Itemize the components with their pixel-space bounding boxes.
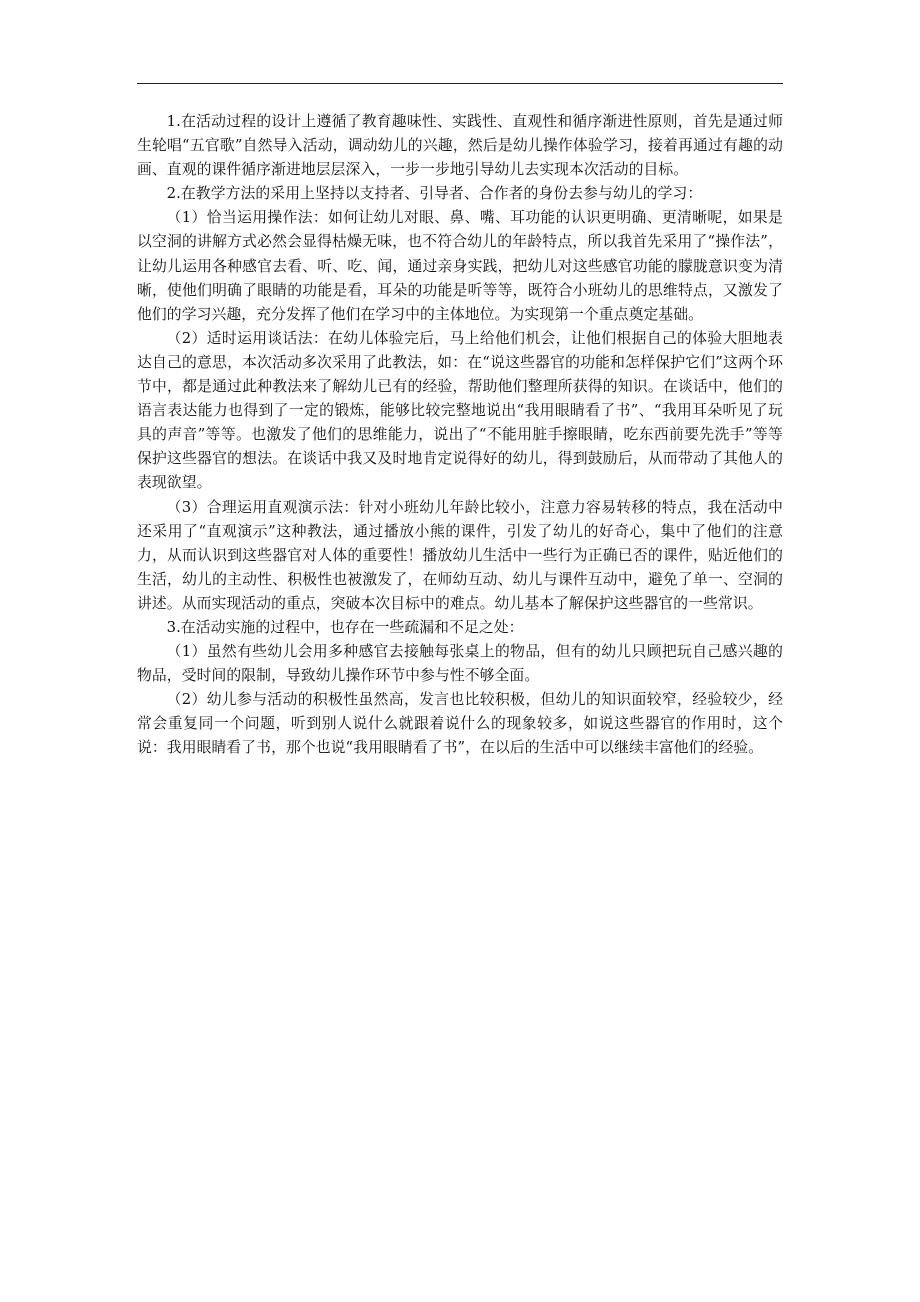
paragraph-2: 2.在教学方法的采用上坚持以支持者、引导者、合作者的身份去参与幼儿的学习：: [166, 185, 703, 203]
paragraph-5: （3）合理运用直观演示法：针对小班幼儿年龄比较小，注意力容易转移的特点，我在活动中还采用了“直观演示”这种教法，通过播放小熊的课件，引发了幼儿的好奇心，集中了他们的注意力，从而认识到这些器官对人体的重要性！播放幼儿生活中一些行为正确已否的课件，贴近他们的生活，幼儿的主动性、积极性也被激发了，在师幼互动、幼儿与课件互动中，避免了单一、空洞的讲述。从而实现活动的重点，突破本次目标中的难点。幼儿基本了解保护这些器官的一些常识。: [137, 498, 783, 612]
paragraph-1: 1.在活动过程的设计上遵循了教育趣味性、实践性、直观性和循序渐进性原则，首先是通过师生轮唱“五官歌”自然导入活动，调动幼儿的兴趣，然后是幼儿操作体验学习，接着再通过有趣的动画、直观的课件循序渐进地层层深入，一步一步地引导幼儿去实现本次活动的目标。: [137, 113, 783, 179]
paragraph-7: （1）虽然有些幼儿会用多种感官去接触每张桌上的物品，但有的幼儿只顾把玩自己感兴趣的物品，受时间的限制，导致幼儿操作环节中参与性不够全面。: [137, 643, 783, 685]
paragraph-8: （2）幼儿参与活动的积极性虽然高，发言也比较积极，但幼儿的知识面较窄，经验较少，经常会重复同一个问题，听到别人说什么就跟着说什么的现象较多，如说这些器官的作用时，这个说：我用眼睛看了书，那个也说“我用眼睛看了书”，在以后的生活中可以继续丰富他们的经验。: [137, 691, 783, 757]
document-body: [137, 110, 783, 761]
paragraph-6: 3.在活动实施的过程中，也存在一些疏漏和不足之处：: [166, 618, 524, 636]
paragraph-3: （1）恰当运用操作法：如何让幼儿对眼、鼻、嘴、耳功能的认识更明确、更清晰呢，如果是以空洞的讲解方式必然会显得枯燥无味，也不符合幼儿的年龄特点，所以我首先采用了“操作法”，让幼儿运用各种感官去看、听、吃、闻，通过亲身实践，把幼儿对这些感官功能的朦胧意识变为清晰，使他们明确了眼睛的功能是看，耳朵的功能是听等等，既符合小班幼儿的思维特点，又激发了他们的学习兴趣，充分发挥了他们在学习中的主体地位。为实现第一个重点奠定基础。: [137, 209, 783, 323]
header-rule: [137, 83, 783, 84]
paragraph-4: （2）适时运用谈话法：在幼儿体验完后，马上给他们机会，让他们根据自己的体验大胆地表达自己的意思，本次活动多次采用了此教法，如：在“说这些器官的功能和怎样保护它们”这两个环节中，都是通过此种教法来了解幼儿已有的经验，帮助他们整理所获得的知识。在谈话中，他们的语言表达能力也得到了一定的锻炼，能够比较完整地说出“我用眼睛看了书”、“我用耳朵听见了玩具的声音”等等。也激发了他们的思维能力，说出了“不能用脏手擦眼睛，吃东西前要先洗手”等等保护这些器官的想法。在谈话中我又及时地肯定说得好的幼儿，得到鼓励后，从而带动了其他人的表现欲望。: [137, 329, 783, 492]
